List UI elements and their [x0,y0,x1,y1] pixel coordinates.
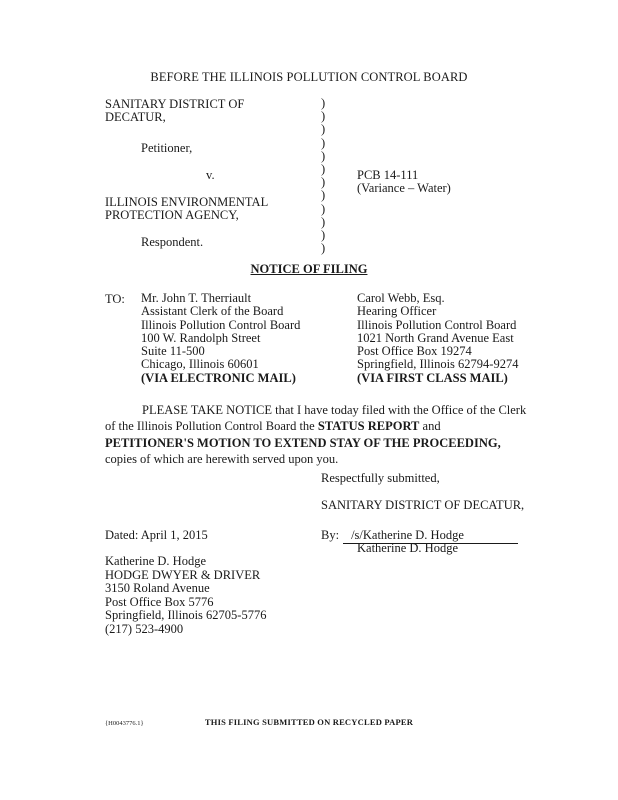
recipient-2-org: Illinois Pollution Control Board [357,317,517,332]
recipient-2-box: Post Office Box 19274 [357,344,472,359]
recipient-2-street: 1021 North Grand Avenue East [357,330,514,345]
recipient-1 [141,292,300,385]
electronic-signature: /s/Katherine D. Hodge [351,528,464,542]
recipient-1-org: Illinois Pollution Control Board [141,317,301,332]
caption-paren: ) [321,201,326,216]
caption-paren: ) [321,188,326,203]
recipient-1-suite: Suite 11-500 [141,344,205,359]
recipient-1-city: Chicago, Illinois 60601 [141,357,259,372]
caption-paren: ) [321,162,326,177]
recipient-2-name: Carol Webb, Esq. [357,291,445,305]
body-text: copies of which are herewith served upon you. [105,451,339,466]
date-line: Dated: April 1, 2015 [105,528,208,542]
respondent-role: Respondent. [141,235,204,249]
recipient-2-title: Hearing Officer [357,304,437,319]
recipient-2 [357,292,518,385]
recipient-1-name: Mr. John T. Therriault [141,291,252,305]
caption-divider [321,97,325,255]
recipient-2-city: Springfield, Illinois 62794-9274 [357,357,519,372]
caption-paren: ) [321,214,326,229]
versus: v. [206,168,215,182]
signer-name: Katherine D. Hodge [357,541,459,555]
notice-title: NOTICE OF FILING [250,262,368,276]
case-type: (Variance – Water) [357,181,451,195]
respectfully-submitted: Respectfully submitted, [321,471,440,485]
caption-paren: ) [321,175,326,190]
petitioner-name-line1: SANITARY DISTRICT OF [105,97,245,111]
recipient-2-method: (VIA FIRST CLASS MAIL) [357,370,508,385]
board-title: BEFORE THE ILLINOIS POLLUTION CONTROL BOARD [150,70,468,84]
body-text: PLEASE TAKE NOTICE that I have today filed with the Office of the Clerk of the Illinois Pollution Control Board the [105,403,527,434]
attorney-street: 3150 Roland Avenue [105,581,210,595]
attorney-block [105,555,266,636]
caption-paren: ) [321,135,326,150]
attorney-phone: (217) 523-4900 [105,621,184,636]
petitioner-name-line2: DECATUR, [105,110,166,124]
motion-title: PETITIONER'S MOTION TO EXTEND STAY OF THE PROCEEDING, [105,435,501,450]
caption-paren: ) [321,96,326,110]
attorney-city: Springfield, Illinois 62705-5776 [105,608,267,622]
caption-paren: ) [321,109,326,124]
recipient-1-street: 100 W. Randolph Street [141,330,261,345]
by-label: By: [321,528,340,542]
notice-paragraph [105,402,527,467]
recycled-paper-notice: THIS FILING SUBMITTED ON RECYCLED PAPER [204,717,414,727]
document-id: {H0043776.1} [105,720,144,727]
body-text: and [419,419,441,434]
attorney-box: Post Office Box 5776 [105,594,214,609]
law-firm: HODGE DWYER & DRIVER [105,567,261,582]
caption-paren: ) [321,228,326,243]
submitting-party: SANITARY DISTRICT OF DECATUR, [321,498,525,512]
case-number: PCB 14-111 [357,168,419,182]
to-label: TO: [105,292,125,306]
recipient-1-title: Assistant Clerk of the Board [141,304,284,319]
attorney-name: Katherine D. Hodge [105,554,207,568]
status-report-title: STATUS REPORT [317,419,420,434]
caption-paren: ) [321,241,326,256]
recipient-1-method: (VIA ELECTRONIC MAIL) [141,370,296,385]
respondent-name-line1: ILLINOIS ENVIRONMENTAL [105,195,269,209]
caption-paren: ) [321,122,326,137]
caption-paren: ) [321,148,326,163]
respondent-name-line2: PROTECTION AGENCY, [105,208,239,222]
petitioner-role: Petitioner, [141,141,193,155]
